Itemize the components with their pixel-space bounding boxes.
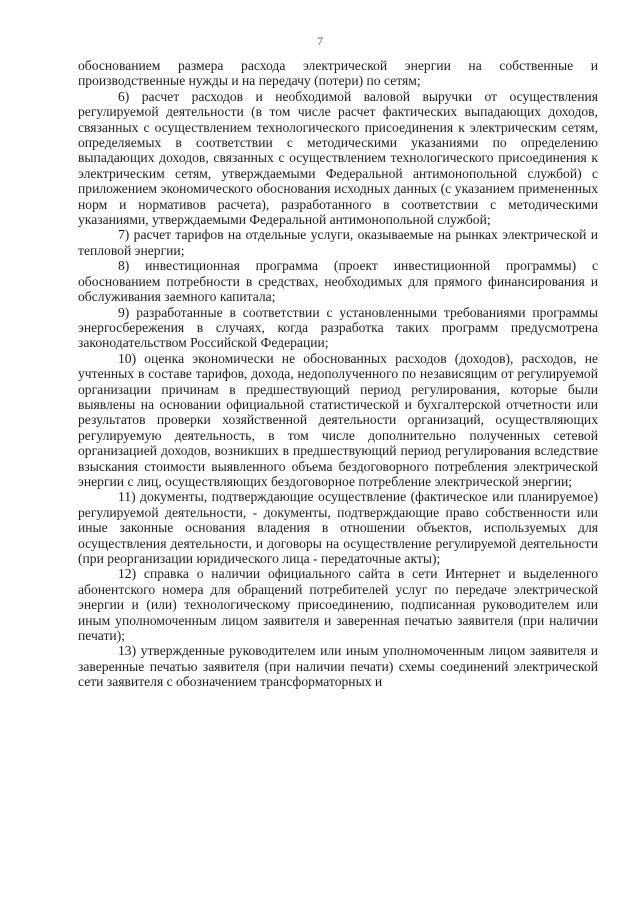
page-number: 7 <box>317 34 323 48</box>
paragraph-item-12: 12) справка о наличии официального сайта в сети Интернет и выделенного абонентского номера для обращений потребителей услуг по передаче электрической энергии и (или) технологическому присоединению, подписанная руководителем или иным уполномоченным лицом заявителя и заверенная печатью заявителя (при наличии печати); <box>78 566 598 644</box>
paragraph-item-9: 9) разработанные в соответствии с установленными требованиями программы энергосбережения в случаях, когда разработка таких программ предусмотрена законодательством Российской Федерации; <box>78 304 598 351</box>
paragraph-item-10: 10) оценка экономически не обоснованных расходов (доходов), расходов, не учтенных в составе тарифов, дохода, недополученного по независящим от регулируемой организации причинам в предшествующий период регулирования, которые были выявлены на основании официальной статистической и бухгалтерской отчетности или результатов проверки хозяйственной деятельности организаций, осуществляющих регулируемую деятельность, в том числе дополнительно полученных сетевой организацией доходов, возникших в предшествующий период регулирования вследствие взыскания стоимости выявленного объема бездоговорного потребления электрической энергии с лиц, осуществляющих бездоговорное потребление электрической энергии; <box>78 350 598 489</box>
paragraph-item-13: 13) утвержденные руководителем или иным уполномоченным лицом заявителя и заверенные печатью заявителя (при наличии печати) схемы соединений электрической сети заявителя с обозначением трансформаторных и <box>78 643 598 690</box>
document-body <box>78 58 598 690</box>
paragraph-item-8: 8) инвестиционная программа (проект инвестиционной программы) с обоснованием потребности в средствах, необходимых для прямого финансирования и обслуживания заемного капитала; <box>78 258 598 305</box>
paragraph-item-11: 11) документы, подтверждающие осуществление (фактическое или планируемое) регулируемой деятельности, - документы, подтверждающие право собственности или иные законные основания владения в отношении объектов, используемых для осуществления деятельности, и договоры на осуществление регулируемой деятельности (при реорганизации юридического лица - передаточные акты); <box>78 489 598 566</box>
paragraph-continuation: обоснованием размера расхода электрической энергии на собственные и производственные нужды и на передачу (потери) по сетям; <box>78 58 598 89</box>
paragraph-item-6: 6) расчет расходов и необходимой валовой выручки от осуществления регулируемой деятельности (в том числе расчет фактических выпадающих доходов, связанных с осуществлением технологического присоединения к электрическим сетям, определяемых в соответствии с методическими указаниями по определению выпадающих доходов, связанных с осуществлением технологического присоединения к электрическим сетям, утверждаемыми Федеральной антимонопольной службой) с приложением экономического обоснования исходных данных (с указанием примененных норм и нормативов расчета), разработанного в соответствии с методическими указаниями, утверждаемыми Федеральной антимонопольной службой; <box>78 88 598 228</box>
paragraph-item-7: 7) расчет тарифов на отдельные услуги, оказываемые на рынках электрической и тепловой энергии; <box>78 227 598 258</box>
